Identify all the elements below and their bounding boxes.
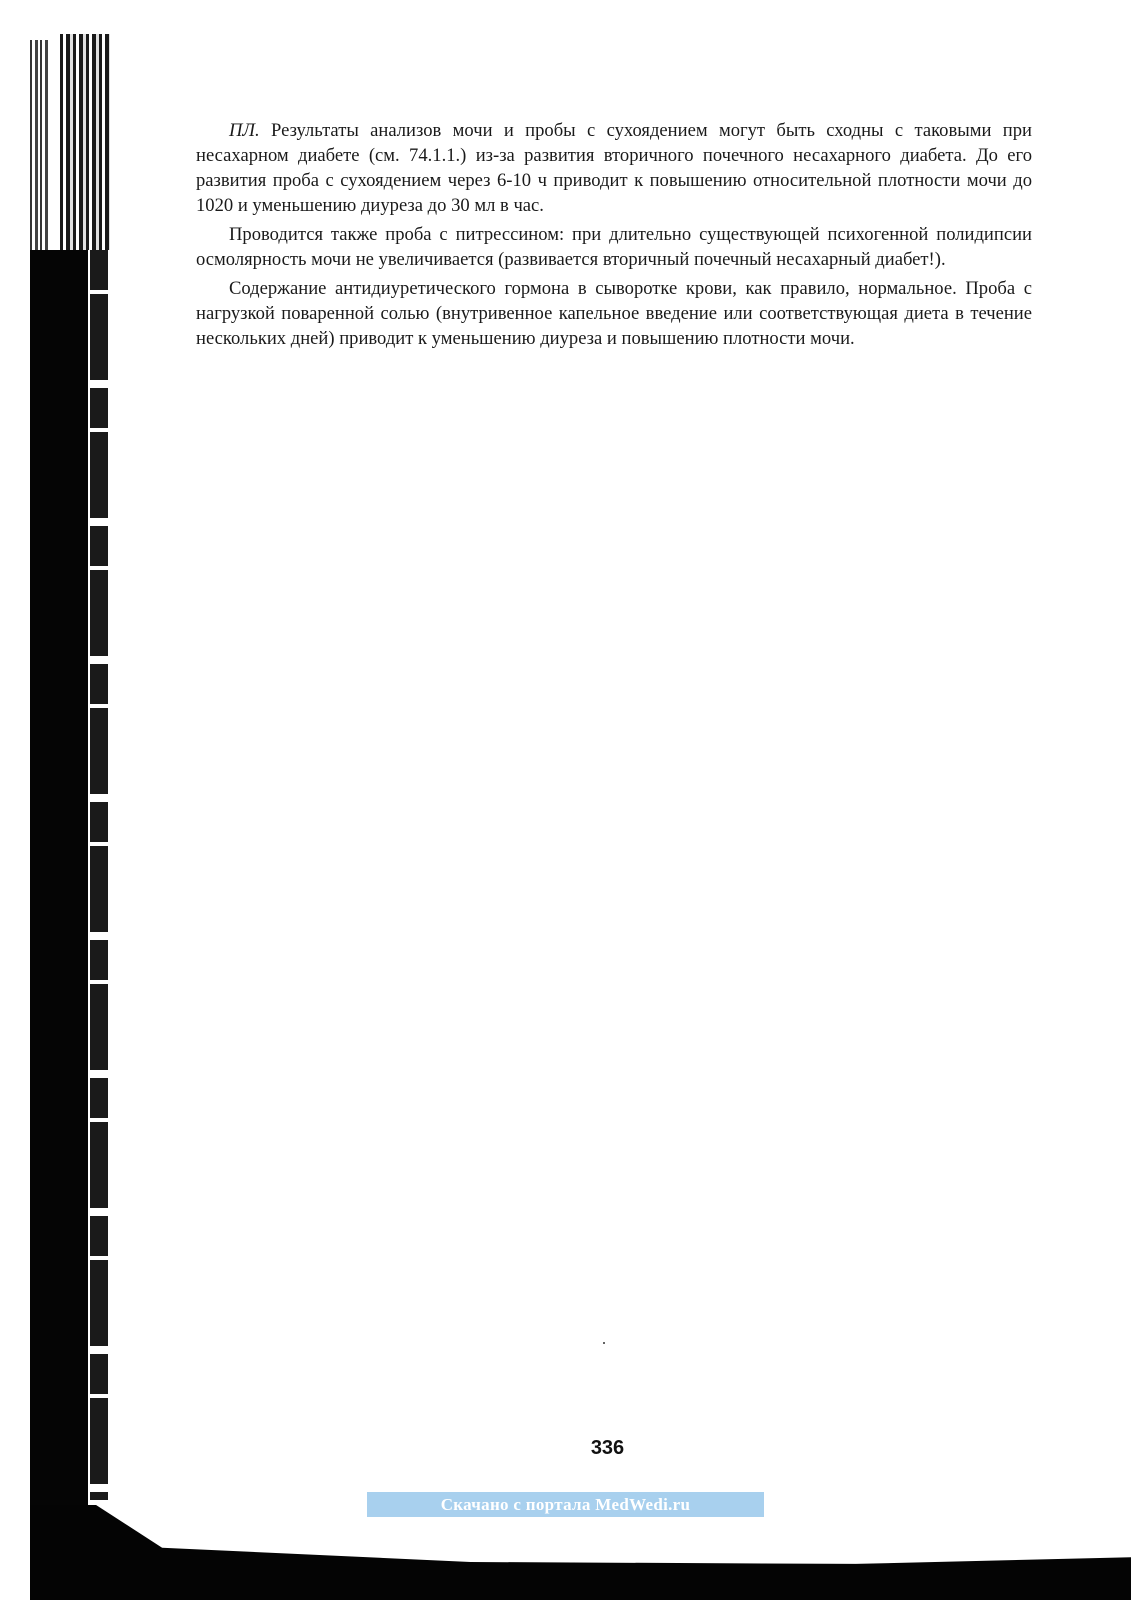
scan-bottom-shadow: [30, 1505, 1131, 1600]
paragraph-1: [196, 118, 1032, 218]
scan-binding-shadow-top: [30, 40, 50, 250]
page-number: 336: [590, 1437, 625, 1459]
scan-binding-stripe: [90, 250, 108, 1500]
paragraph-3: Содержание антидиуретического гормона в сыворотке крови, как правило, нормальное. Проба с нагрузкой поваренной солью (внутривенное капельное введение или соответствующая диета в течение нескольких дней) приводит к уменьшению диуреза и повышению плотности мочи.: [196, 278, 1032, 349]
paragraph-2: Проводится также проба с питрессином: при длительно существующей психогенной полидипсии осмолярность мочи не увеличивается (развивается вторичный почечный несахарный диабет!).: [196, 224, 1032, 270]
paragraph-1-text: Результаты анализов мочи и пробы с сухоядением могут быть сходны с таковыми при несахарном диабете (см. 74.1.1.) из-за развития вторичного почечного несахарного диабета. До его развития проба с сухоядением через 6-10 ч приводит к повышению относительной плотности мочи до 1020 и уменьшению диуреза до 30 мл в час.: [196, 120, 1032, 216]
scan-speck: [603, 1342, 605, 1344]
download-watermark: Скачано с портала MedWedi.ru: [367, 1492, 764, 1517]
paragraph-label: ПЛ.: [229, 120, 260, 141]
body-text: [196, 118, 1032, 351]
scan-binding-shadow-top-inner: [60, 34, 110, 250]
scan-binding-shadow: [30, 250, 88, 1600]
